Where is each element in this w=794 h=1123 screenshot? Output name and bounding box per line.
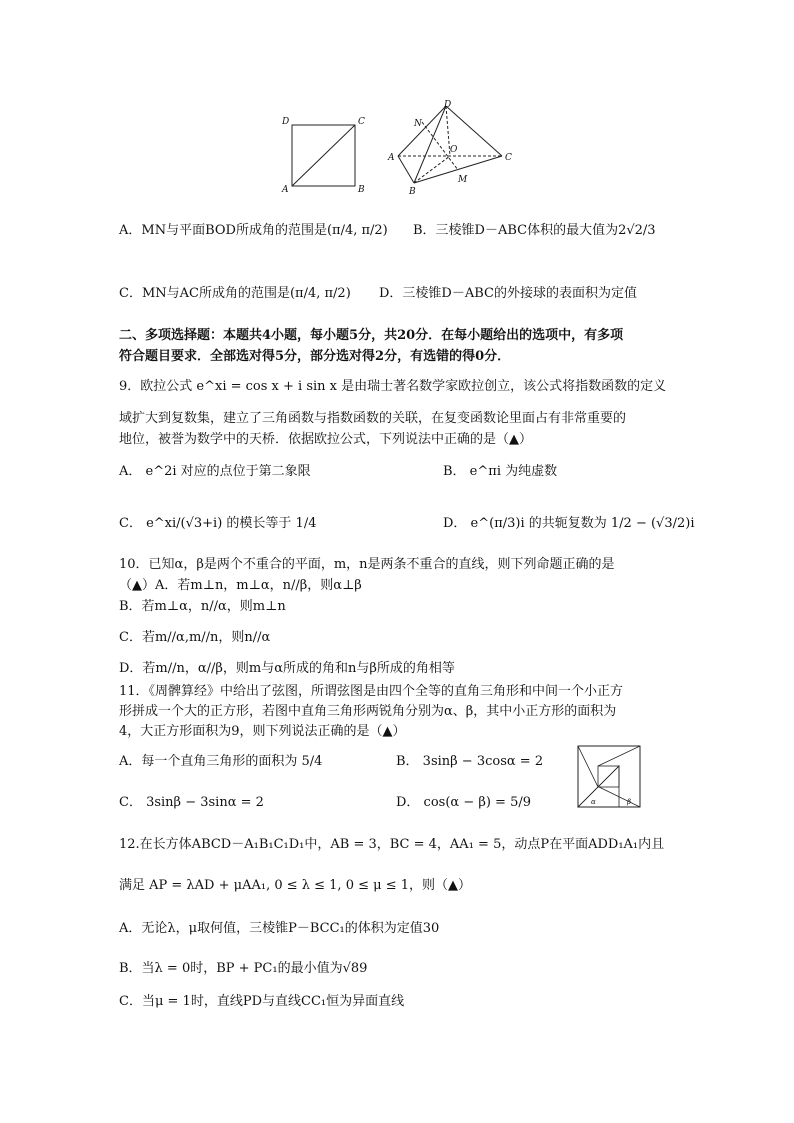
- tetra-label-m: M: [458, 175, 468, 185]
- q9-stem-line1: 9．欧拉公式 e^xi = cos x + i sin x 是由瑞士著名数学家欧拉创立，该公式将指数函数的定义: [119, 379, 667, 394]
- tetra-label-n: N: [414, 119, 422, 129]
- square-label-d: D: [282, 117, 290, 127]
- q10-option-b: B．若m⊥α，n//α，则m⊥n: [119, 599, 286, 614]
- q8-option-c: C．MN与AC所成角的范围是(π/4, π/2): [119, 286, 351, 301]
- q10-option-d: D．若m//n，α//β，则m与α所成的角和n与β所成的角相等: [119, 661, 455, 676]
- q12-option-b: B．当λ = 0时，BP + PC₁的最小值为√89: [119, 961, 368, 976]
- q8-option-a: A．MN与平面BOD所成角的范围是(π/4, π/2): [119, 223, 388, 238]
- q10-stem-line1: 10．已知α，β是两个不重合的平面，m，n是两条不重合的直线，则下列命题正确的是: [119, 557, 615, 572]
- section-2-heading-line2: 符合题目要求．全部选对得5分，部分选对得2分，有选错的得0分．: [119, 349, 511, 364]
- q11-option-a: A．每一个直角三角形的面积为 5/4: [119, 754, 323, 769]
- q8-option-d: D．三棱锥D－ABC的外接球的表面积为定值: [379, 286, 637, 301]
- string-diagram-figure: [577, 745, 643, 809]
- square-label-c: C: [358, 117, 365, 127]
- section-2-heading-line1: 二、多项选择题：本题共4小题，每小题5分，共20分．在每小题给出的选项中，有多项: [119, 328, 624, 343]
- q9-stem-line3: 地位，被誉为数学中的天桥．依据欧拉公式，下列说法中正确的是（▲）: [119, 432, 532, 447]
- tetra-label-b: B: [409, 187, 416, 197]
- q11-stem-line2: 形拼成一个大的正方形，若图中直角三角形两锐角分别为α、β，其中小正方形的面积为: [119, 704, 617, 719]
- tetra-label-d: D: [444, 100, 452, 110]
- square-label-a: A: [282, 185, 289, 195]
- q10-option-c: C．若m//α,m//n，则n//α: [119, 630, 271, 645]
- q9-option-a: A． e^2i 对应的点位于第二象限: [119, 464, 311, 479]
- square-figure: [280, 112, 370, 196]
- tetra-label-a: A: [388, 153, 395, 163]
- q11-stem-line1: 11．《周髀算经》中给出了弦图，所谓弦图是由四个全等的直角三角形和中间一个小正方: [119, 684, 624, 699]
- tetra-label-c: C: [505, 153, 512, 163]
- q11-option-d: D． cos(α − β) = 5/9: [396, 795, 532, 810]
- q9-option-b: B． e^πi 为纯虚数: [443, 464, 558, 479]
- tetrahedron-figure: [382, 98, 522, 198]
- square-label-b: B: [358, 185, 365, 195]
- q12-option-a: A．无论λ，μ取何值，三棱锥P－BCC₁的体积为定值30: [119, 921, 440, 936]
- q11-option-b: B． 3sinβ − 3cosα = 2: [396, 754, 544, 769]
- diagram-beta-label: β: [627, 798, 632, 806]
- q12-stem-line1: 12.在长方体ABCD－A₁B₁C₁D₁中，AB = 3，BC = 4，AA₁ = 5，动点P在平面ADD₁A₁内且: [119, 837, 665, 852]
- q10-stem-line2: （▲）A．若m⊥n，m⊥α，n//β，则α⊥β: [119, 578, 362, 593]
- q11-option-c: C． 3sinβ − 3sinα = 2: [119, 795, 264, 810]
- q9-option-d: D． e^(π/3)i 的共轭复数为 1/2 − (√3/2)i: [443, 516, 695, 531]
- q8-option-b: B．三棱锥D－ABC体积的最大值为2√2/3: [413, 223, 656, 238]
- q11-stem-line3: 4，大正方形面积为9，则下列说法正确的是（▲）: [119, 724, 406, 739]
- q12-stem-line2: 满足 AP = λAD + μAA₁, 0 ≤ λ ≤ 1, 0 ≤ μ ≤ 1，则（▲）: [119, 878, 471, 893]
- q12-option-c: C．当μ = 1时，直线PD与直线CC₁恒为异面直线: [119, 994, 405, 1009]
- diagram-alpha-label: α: [591, 798, 596, 806]
- q9-stem-line2: 域扩大到复数集，建立了三角函数与指数函数的关联，在复变函数论里面占有非常重要的: [119, 411, 627, 426]
- q9-option-c: C． e^xi/(√3+i) 的模长等于 1/4: [119, 516, 317, 531]
- tetra-label-o: O: [450, 145, 458, 155]
